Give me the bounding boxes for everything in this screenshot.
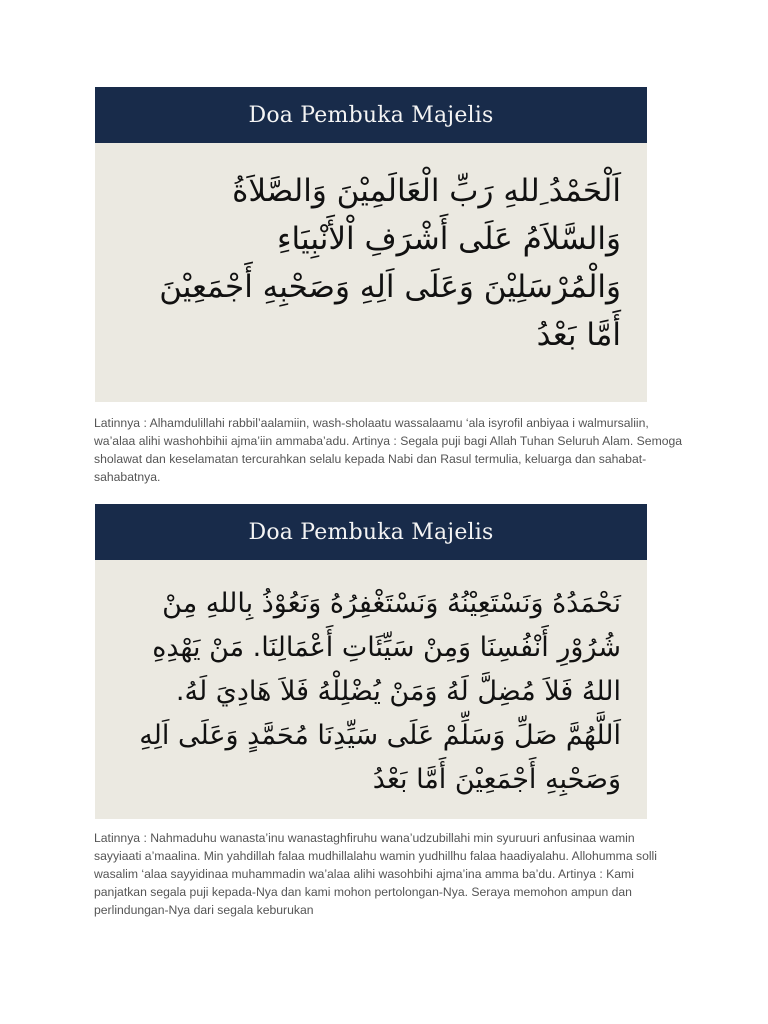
arabic-line: وَصَحْبِهِ أَجْمَعِيْنَ أَمَّا بَعْدُ (372, 764, 621, 795)
latin-translation-paragraph: Latinnya : Nahmaduhu wanasta’inu wanastaghfiruhu wana’udzubillahi min syuruuri anfusinaa wamin sayyiaati a’maalina. Min yahdillah falaa mudhillalahu wamin yudhillhu falaa haadiyalahu. Allohumma solli wasalim ‘alaa sayyidinaa muhammadin wa’alaa alihi wasohbihi ajma’ina amma ba’du. Artinya : Kami panjatkan segala puji kepada-Nya dan kami mohon pertolongan-Nya. Seraya memohon ampun dan perlindungan-Nya dari segala keburukan (94, 831, 657, 917)
arabic-line: اَلْحَمْدُ ِللهِ رَبِّ الْعَالَمِيْنَ وَالصَّلاَةُ (232, 173, 621, 209)
arabic-line: شُرُوْرِ أَنْفُسِنَا وَمِنْ سَيِّئَاتِ أَعْمَالِنَا. مَنْ يَهْدِهِ (152, 632, 621, 663)
arabic-line: نَحْمَدُهُ وَنَسْتَعِيْنُهُ وَنَسْتَغْفِرُهُ وَنَعُوْذُ بِاللهِ مِنْ (162, 588, 621, 619)
arabic-line: اَللَّهُمَّ صَلِّ وَسَلِّمْ عَلَى سَيِّدِنَا مُحَمَّدٍ وَعَلَى اَلِهِ (139, 720, 621, 751)
arabic-line: وَالْمُرْسَلِيْنَ وَعَلَى اَلِهِ وَصَحْبِهِ أَجْمَعِيْنَ (159, 269, 621, 305)
arabic-line: أَمَّا بَعْدُ (536, 317, 621, 353)
arabic-line: وَالسَّلاَمُ عَلَى أَشْرَفِ اْلأَنْبِيَاءِ (276, 221, 621, 257)
doa-card-2 (95, 504, 647, 819)
arabic-line: اللهُ فَلاَ مُضِلَّ لَهُ وَمَنْ يُضْلِلْهُ فَلاَ هَادِيَ لَهُ. (175, 676, 621, 707)
card-title: Doa Pembuka Majelis (248, 519, 494, 545)
arabic-text (95, 143, 647, 359)
latin-translation-paragraph: Latinnya : Alhamdulillahi rabbil’aalamiin, wash-sholaatu wassalaamu ‘ala isyrofil anbiyaa i walmursaliin, wa’alaa alihi washohbihii ajma’iin ammaba’adu. Artinya : Segala puji bagi Allah Tuhan Seluruh Alam. Semoga sholawat dan keselamatan tercurahkan selalu kepada Nabi dan Rasul termulia, keluarga dan sahabat-sahabatnya. (94, 416, 683, 484)
card-header (95, 504, 647, 560)
arabic-text (95, 560, 647, 802)
doa-card-1 (95, 87, 647, 402)
card-title: Doa Pembuka Majelis (248, 102, 494, 128)
card-header (95, 87, 647, 143)
